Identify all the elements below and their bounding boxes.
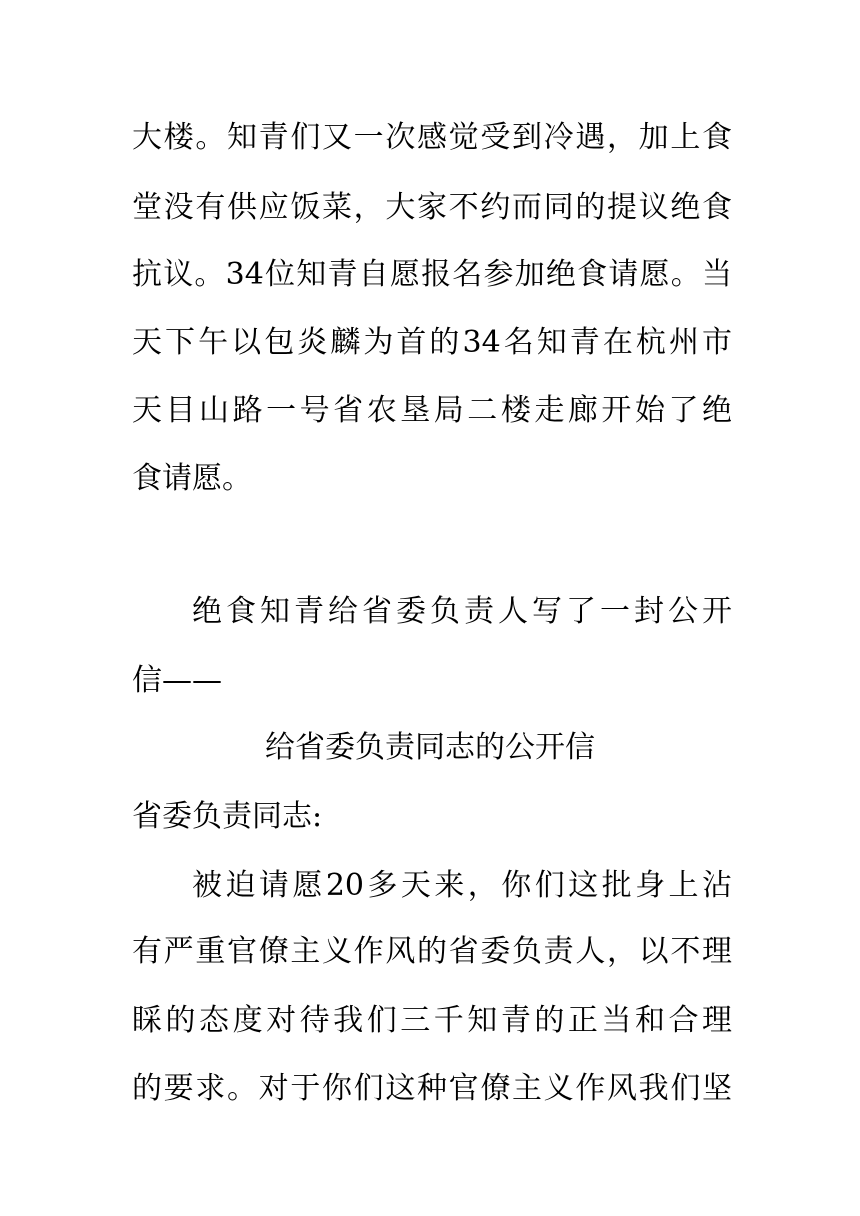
text-line: 堂没有供应饭菜，大家不约而同的提议绝食 <box>132 190 732 225</box>
text-line: 有严重官僚主义作风的省委负责人，以不理 <box>132 934 732 969</box>
text-line: 被迫请愿20多天来，你们这批身上沾 <box>192 868 732 903</box>
text-line: 天目山路一号省农垦局二楼走廊开始了绝 <box>132 393 732 428</box>
text-line: 信—— <box>132 663 222 698</box>
text-line: 的要求。对于你们这种官僚主义作风我们坚 <box>132 1071 732 1106</box>
text-line: 大楼。知青们又一次感觉受到冷遇，加上食 <box>132 120 732 155</box>
text-line: 抗议。34位知青自愿报名参加绝食请愿。当 <box>132 257 732 292</box>
text-line: 睬的态度对待我们三千知青的正当和合理 <box>132 1003 732 1038</box>
text-line: 绝食知青给省委负责人写了一封公开 <box>192 594 732 629</box>
text-line: 天下午以包炎麟为首的34名知青在杭州市 <box>132 325 732 360</box>
letter-title: 给省委负责同志的公开信 <box>265 730 595 765</box>
letter-salutation: 省委负责同志: <box>132 799 323 834</box>
text-line: 食请愿。 <box>132 461 252 496</box>
